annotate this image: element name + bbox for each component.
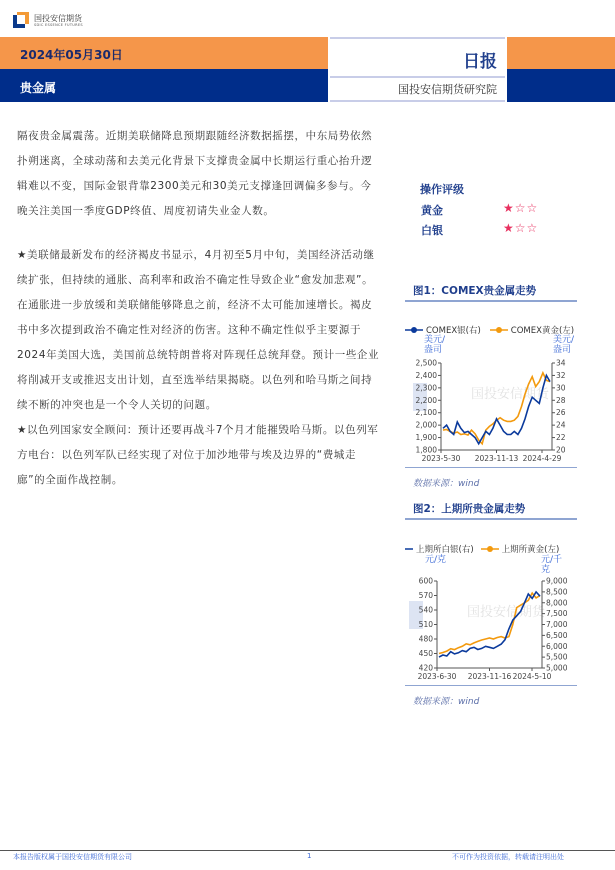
y-tick-label-right: 30	[556, 383, 566, 393]
y-tick-label-left: 450	[418, 649, 433, 658]
y-tick-label-left: 420	[418, 663, 433, 673]
divider	[405, 467, 577, 468]
footer-copyright: 本报告版权属于国投安信期货有限公司	[13, 853, 132, 861]
report-type: 日报	[463, 52, 497, 72]
legend-label: COMEX黄金(左)	[510, 326, 575, 336]
y-tick-label-left: 2,200	[415, 395, 437, 405]
y-tick-label-right: 20	[556, 445, 566, 455]
watermark-text: 国投安信期货	[471, 387, 550, 402]
y-tick-label-right: 8,000	[546, 598, 568, 608]
y-tick-label-left: 2,400	[415, 370, 437, 380]
legend-gold-marker	[481, 545, 499, 553]
divider	[405, 300, 577, 302]
report-body	[17, 124, 382, 493]
divider	[405, 518, 577, 520]
legend-gold-marker	[490, 326, 508, 334]
y-tick-label-left: 2,000	[415, 420, 437, 430]
y-tick-label-right: 28	[556, 395, 566, 405]
figure2-source: 数据来源：wind	[413, 697, 480, 707]
report-category: 贵金属	[20, 81, 57, 95]
legend-silver-marker	[405, 545, 413, 553]
figure1-title: 图1：COMEX贵金属走势	[413, 285, 537, 297]
institute-name: 国投安信期货研究院	[398, 83, 497, 96]
paragraph: 隔夜贵金属震荡。近期美联储降息预期跟随经济数据摇摆，中东局势依然扑朔迷离，全球动荡和去美元化背景下支撑贵金属中长期运行重心抬升逻辑难以不变，国际金银背靠2300美元和30美元支撑逢回调偏多参与。今晚关注美国一季度GDP终值、周度初请失业金人数。	[17, 130, 373, 217]
watermark-text: 国投安信期货	[467, 605, 546, 620]
figure2-left-unit: 元/克	[425, 555, 447, 565]
x-tick-label: 2023-5-30	[421, 454, 461, 463]
y-tick-label-left: 2,100	[415, 408, 437, 418]
y-tick-label-right: 26	[556, 408, 566, 418]
logo-icon	[13, 12, 29, 28]
legend-label: COMEX银(右)	[426, 326, 481, 336]
rating-silver-stars: ★☆☆	[503, 221, 539, 235]
y-tick-label-right: 32	[556, 370, 566, 380]
series-line-silver	[439, 592, 540, 657]
logo-text: 国投安信期货	[34, 13, 82, 23]
figure1-left-unit: 美元/盎司	[424, 335, 446, 355]
paragraph: ★美联储最新发布的经济褐皮书显示，4月初至5月中旬，美国经济活动继续扩张，但持续的通胀、高利率和政治不确定性导致企业“愈发加悲观”。在通胀进一步放缓和美联储能够降息之前，经济不太可能加速增长。褐皮书中多次提到政治不确定性对经济的伤害。这种不确定性似乎主要源于2024年美国大选，美国前总统特朗普将对阵现任总统拜登。预计一些企业将削减开支或推迟支出计划，直至选举结果揭晓。以色列和哈马斯之间持续不断的冲突也是一个令人关切的问题。	[17, 249, 380, 411]
legend-label: 上期所白银(右)	[416, 545, 474, 555]
x-tick-label: 2024-5-10	[512, 672, 552, 681]
divider	[405, 685, 577, 686]
y-tick-label-left: 480	[418, 634, 433, 644]
report-date: 2024年05月30日	[20, 48, 123, 62]
logo-subtext: SDIC ESSENCE FUTURES	[34, 22, 83, 27]
y-tick-label-right: 9,000	[546, 576, 568, 586]
figure1-right-unit: 美元/盎司	[553, 335, 575, 355]
y-tick-label-right: 22	[556, 433, 566, 443]
y-tick-label-right: 8,500	[546, 587, 568, 597]
x-tick-label: 2023-6-30	[417, 672, 457, 681]
footer-divider	[0, 850, 615, 851]
legend-silver-marker	[405, 326, 423, 334]
figure2-right-unit: 元/千克	[541, 555, 563, 575]
y-tick-label-left: 2,500	[415, 358, 437, 368]
y-tick-label-right: 24	[556, 420, 566, 430]
y-tick-label-left: 1,800	[415, 445, 437, 455]
rating-title: 操作评级	[420, 183, 464, 196]
rating-gold-label: 黄金	[421, 204, 443, 217]
y-tick-label-left: 510	[418, 620, 433, 629]
figure2-title: 图2：上期所贵金属走势	[413, 503, 526, 515]
y-tick-label-left: 570	[418, 591, 433, 600]
y-tick-label-right: 5,000	[546, 663, 568, 673]
page-number: 1	[307, 852, 312, 860]
y-tick-label-right: 7,000	[546, 620, 568, 629]
report-type-box	[330, 37, 505, 102]
footer-disclaimer: 不可作为投资依据，转载请注明出处	[452, 853, 564, 861]
legend-label: 上期所黄金(左)	[501, 545, 560, 555]
company-logo	[13, 12, 83, 28]
paragraph: ★以色列国家安全顾问：预计还要再战斗7个月才能摧毁哈马斯。以色列军方电台：以色列军队已经实现了对位于加沙地带与埃及边界的“费城走廊”的全面作战控制。	[17, 424, 379, 486]
x-tick-label: 2023-11-13	[474, 454, 519, 463]
figure2-legend	[405, 543, 559, 555]
x-tick-label: 2023-11-16	[467, 672, 512, 681]
header-navy-band-right	[507, 69, 615, 102]
rating-gold-stars: ★☆☆	[503, 201, 539, 215]
figure1-source: 数据来源：wind	[413, 479, 480, 489]
y-tick-label-right: 34	[556, 358, 566, 368]
y-tick-label-right: 7,500	[546, 609, 568, 619]
rating-silver-label: 白银	[421, 224, 443, 237]
y-tick-label-right: 6,000	[546, 641, 568, 651]
y-tick-label-right: 5,500	[546, 652, 568, 662]
y-tick-label-right: 6,500	[546, 630, 568, 640]
y-tick-label-left: 540	[418, 605, 433, 615]
y-tick-label-left: 1,900	[415, 433, 437, 443]
figure1-chart	[405, 355, 585, 470]
x-tick-label: 2024-4-29	[522, 454, 562, 463]
header-orange-band-right	[507, 37, 615, 69]
y-tick-label-left: 600	[418, 576, 433, 586]
figure2-chart	[405, 573, 585, 688]
series-line-gold	[443, 373, 550, 444]
y-tick-label-left: 2,300	[415, 383, 437, 393]
